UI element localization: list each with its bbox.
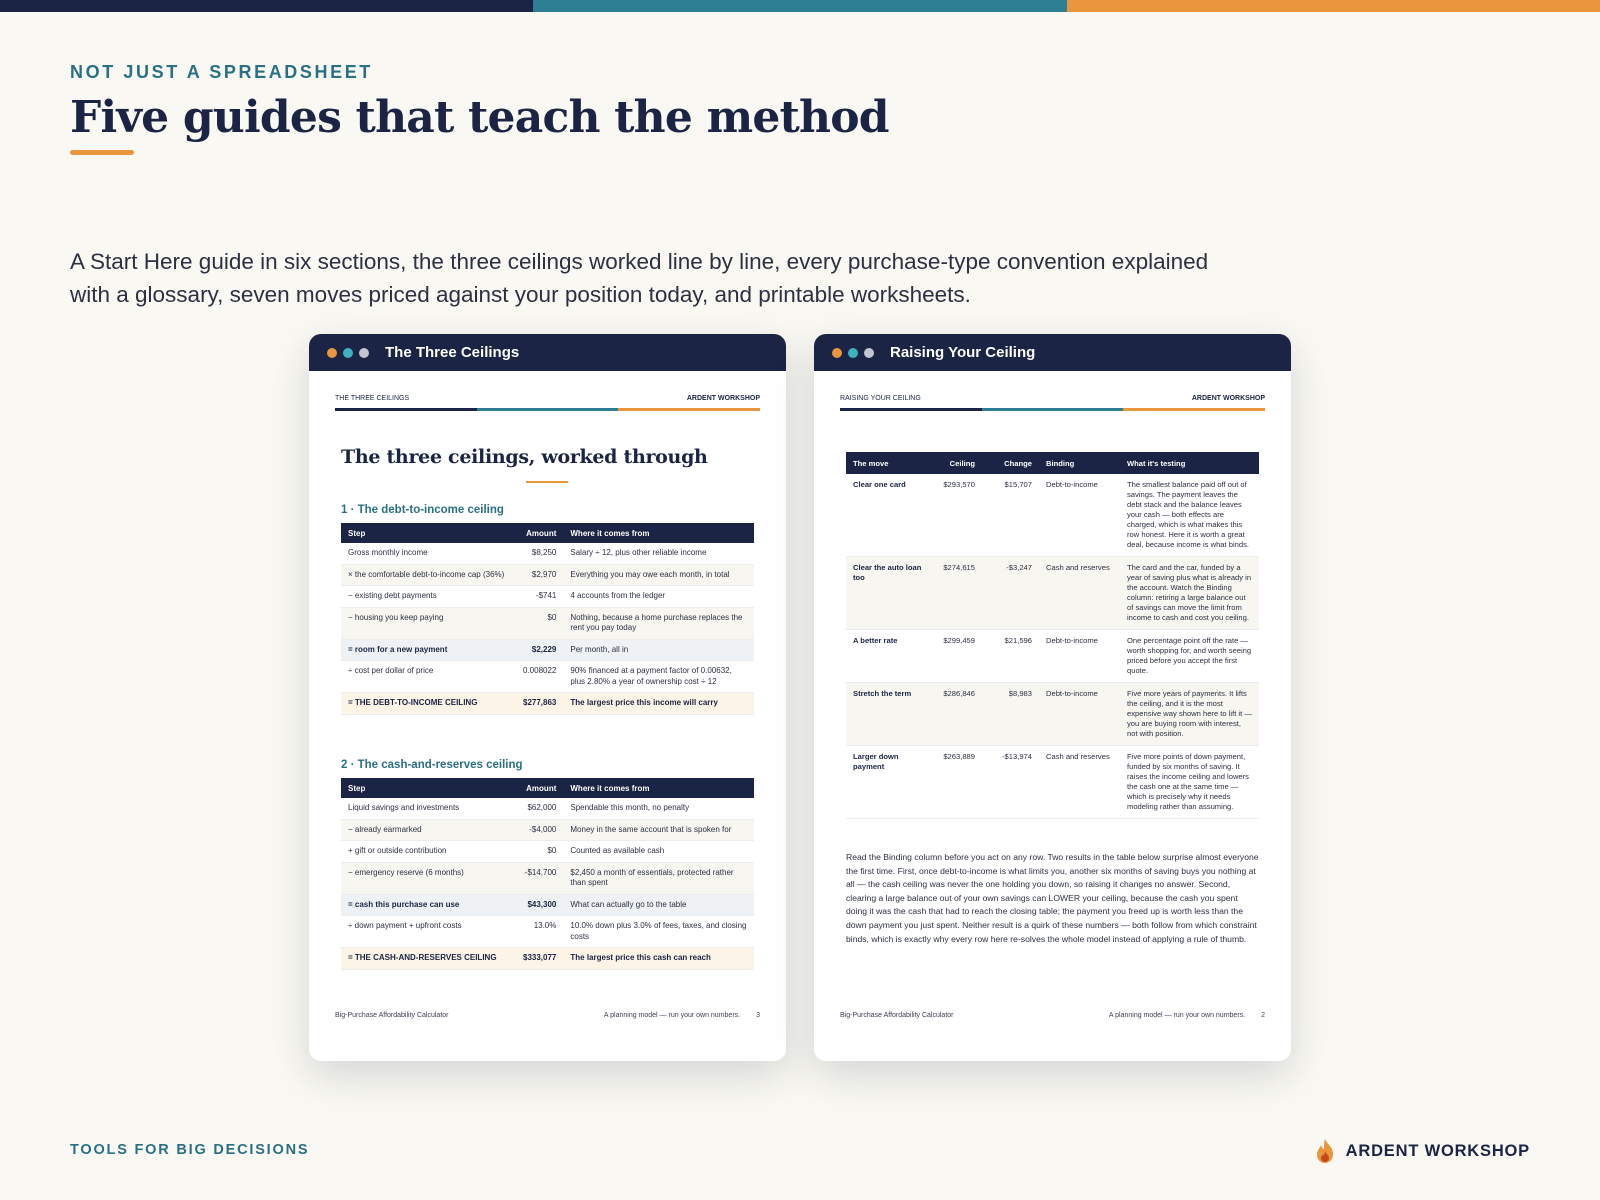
table-row: [846, 746, 1259, 819]
table-cell: The card and the car, funded by a year of saving plus what is already in the account. Watch the Binding column: retiring a large balance out of savings can move the limit from income to cash and cost you ceiling.: [1120, 557, 1259, 630]
footer-right: A planning model — run your own numbers.: [603, 1012, 741, 1019]
document-title: The three ceilings, worked through: [341, 446, 708, 468]
table-cell: $2,229: [516, 639, 563, 661]
table-row: [341, 607, 754, 639]
table-cell: -$13,974: [982, 746, 1039, 819]
table-cell: Cash and reserves: [1039, 557, 1120, 630]
guide-card-raising-your-ceiling: [814, 334, 1291, 1061]
window-titlebar: [814, 334, 1291, 371]
lead-paragraph: A Start Here guide in six sections, the three ceilings worked line by line, every purchase-type convention explained with a glossary, seven moves priced against your position today, and printable worksheets.: [70, 249, 1209, 307]
table-cell: Salary ÷ 12, plus other reliable income: [563, 543, 754, 564]
section-label: 1 · The debt-to-income ceiling: [341, 504, 504, 516]
running-header-right: ARDENT WORKSHOP: [686, 395, 760, 402]
table-cell: 13.0%: [516, 916, 563, 948]
column-header: Change: [982, 452, 1039, 474]
table-cell: − already earmarked: [341, 819, 516, 841]
table-cell: -$741: [516, 586, 563, 608]
table-cell: × the comfortable debt-to-income cap (36%): [341, 564, 516, 586]
table-cell: -$4,000: [516, 819, 563, 841]
window-dot-icon: [864, 348, 874, 358]
table-row-total: [341, 948, 754, 970]
table-cell: Spendable this month, no penalty: [563, 798, 754, 819]
tagline: TOOLS FOR BIG DECISIONS: [70, 1142, 310, 1158]
table-cell: $8,250: [516, 543, 563, 564]
table-cell: A better rate: [846, 630, 934, 683]
table-cell: Everything you may owe each month, in total: [563, 564, 754, 586]
table-cell: Gross monthly income: [341, 543, 516, 564]
table-cell: $21,596: [982, 630, 1039, 683]
table-row-subtotal: [341, 639, 754, 661]
table-cell: $15,707: [982, 474, 1039, 557]
table-cell: 90% financed at a payment factor of 0.00632, plus 2.80% a year of ownership cost ÷ 12: [563, 661, 754, 693]
table-cell: The largest price this income will carry: [563, 693, 754, 715]
table-cell: = room for a new payment: [341, 639, 516, 661]
page-number: 3: [756, 1012, 760, 1019]
running-header: [335, 395, 760, 402]
ceiling-table-debt-to-income: [341, 523, 754, 715]
running-header-right: ARDENT WORKSHOP: [1191, 395, 1265, 402]
table-cell: Five more points of down payment, funded by six months of saving. It raises the income ceiling and lowers the cash one at the same time — which is precisely why it needs modeling rather than assuming.: [1120, 746, 1259, 819]
column-header: Ceiling: [934, 452, 982, 474]
column-header: Where it comes from: [563, 778, 754, 798]
eyebrow: NOT JUST A SPREADSHEET: [70, 62, 373, 82]
section-label: 2 · The cash-and-reserves ceiling: [341, 759, 523, 771]
table-cell: $286,846: [934, 683, 982, 746]
table-cell: $333,077: [516, 948, 563, 970]
table-row: [341, 661, 754, 693]
document-page: [840, 371, 1265, 1061]
brand-lockup: [1314, 1138, 1530, 1164]
table-cell: = THE DEBT-TO-INCOME CEILING: [341, 693, 516, 715]
moves-table: [846, 452, 1259, 819]
document-page: [335, 371, 760, 1061]
table-row: [341, 586, 754, 608]
column-header: Binding: [1039, 452, 1120, 474]
column-header: Step: [341, 523, 516, 543]
table-cell: $274,615: [934, 557, 982, 630]
page-number: 2: [1261, 1012, 1265, 1019]
table-cell: 4 accounts from the ledger: [563, 586, 754, 608]
table-cell: Stretch the term: [846, 683, 934, 746]
page-footer: [335, 1012, 760, 1019]
table-cell: $0: [516, 607, 563, 639]
table-cell: Counted as available cash: [563, 841, 754, 863]
page-footer: [840, 1012, 1265, 1019]
running-header-left: THE THREE CEILINGS: [335, 395, 410, 402]
table-row: [846, 683, 1259, 746]
table-cell: $8,983: [982, 683, 1039, 746]
table-cell: $293,570: [934, 474, 982, 557]
table-cell: The smallest balance paid off out of savings. The payment leaves the debt stack and the balance leaves your cash — both effects are charged, which is what makes this row honest. Here it is worth a great deal, because income is what binds.: [1120, 474, 1259, 557]
table-cell: Per month, all in: [563, 639, 754, 661]
table-cell: Debt-to-income: [1039, 630, 1120, 683]
table-row: [846, 557, 1259, 630]
window-dot-icon: [343, 348, 353, 358]
table-cell: $2,450 a month of essentials, protected rather than spent: [563, 862, 754, 894]
brand-color-bar: [0, 0, 1600, 12]
table-row: [341, 564, 754, 586]
column-header: Amount: [516, 778, 563, 798]
ceiling-table-cash-and-reserves: [341, 778, 754, 970]
table-row-subtotal: [341, 894, 754, 916]
table-cell: Larger down payment: [846, 746, 934, 819]
table-cell: $277,863: [516, 693, 563, 715]
table-cell: $62,000: [516, 798, 563, 819]
table-cell: ÷ down payment + upfront costs: [341, 916, 516, 948]
table-row: [341, 819, 754, 841]
table-cell: One percentage point off the rate — worth shopping for, and worth seeing priced before you accept the first quote.: [1120, 630, 1259, 683]
footer-left: Big-Purchase Affordability Calculator: [335, 1012, 449, 1019]
footer-right: A planning model — run your own numbers.: [1108, 1012, 1246, 1019]
column-header: Step: [341, 778, 516, 798]
table-cell: What can actually go to the table: [563, 894, 754, 916]
table-cell: = THE CASH-AND-RESERVES CEILING: [341, 948, 516, 970]
table-cell: ÷ cost per dollar of price: [341, 661, 516, 693]
table-row: [341, 543, 754, 564]
window-titlebar: [309, 334, 786, 371]
table-cell: + gift or outside contribution: [341, 841, 516, 863]
window-dot-icon: [359, 348, 369, 358]
table-row: [341, 798, 754, 819]
table-cell: Clear the auto loan too: [846, 557, 934, 630]
running-header-left: RAISING YOUR CEILING: [840, 395, 921, 402]
page-title: Five guides that teach the method: [70, 92, 889, 143]
table-cell: 10.0% down plus 3.0% of fees, taxes, and closing costs: [563, 916, 754, 948]
explanation-paragraph: Read the Binding column before you act on any row. Two results in the table below surprise almost everyone the first time. First, once debt-to-income is what limits you, another six months of saving buys you nothing at all — the cash ceiling was never the one holding you down, so raising it changes no answer. Second, clearing a large balance out of your own savings can LOWER your ceiling, because the cash you spent doing it was the cash that had to reach the closing table; the payment you freed up is worth less than the down payment you just spent. Neither result is a quirk of these numbers — both follow from which constraint binds, which is exactly why every row here re-solves the whole model instead of applying a rule of thumb.: [846, 852, 1259, 944]
table-row-total: [341, 693, 754, 715]
column-header: Amount: [516, 523, 563, 543]
column-header: What it's testing: [1120, 452, 1259, 474]
table-cell: Nothing, because a home purchase replaces the rent you pay today: [563, 607, 754, 639]
table-cell: Money in the same account that is spoken for: [563, 819, 754, 841]
table-cell: Clear one card: [846, 474, 934, 557]
document-stripe: [840, 408, 1265, 411]
table-cell: Debt-to-income: [1039, 683, 1120, 746]
table-cell: Cash and reserves: [1039, 746, 1120, 819]
table-cell: -$14,700: [516, 862, 563, 894]
table-cell: Debt-to-income: [1039, 474, 1120, 557]
table-row: [341, 916, 754, 948]
table-row: [341, 841, 754, 863]
table-row: [846, 630, 1259, 683]
column-header: Where it comes from: [563, 523, 754, 543]
table-cell: The largest price this cash can reach: [563, 948, 754, 970]
window-title: The Three Ceilings: [385, 344, 520, 361]
window-dot-icon: [327, 348, 337, 358]
guide-card-three-ceilings: [309, 334, 786, 1061]
table-cell: 0.008022: [516, 661, 563, 693]
table-cell: Liquid savings and investments: [341, 798, 516, 819]
table-cell: -$3,247: [982, 557, 1039, 630]
document-title-underline: [526, 481, 568, 483]
document-stripe: [335, 408, 760, 411]
table-cell: − emergency reserve (6 months): [341, 862, 516, 894]
table-cell: $263,889: [934, 746, 982, 819]
window-title: Raising Your Ceiling: [890, 344, 1036, 361]
table-cell: $43,300: [516, 894, 563, 916]
table-cell: − existing debt payments: [341, 586, 516, 608]
table-cell: Five more years of payments. It lifts the ceiling, and it is the most expensive way shown here to lift it — you are buying room with interest, not with position.: [1120, 683, 1259, 746]
table-cell: = cash this purchase can use: [341, 894, 516, 916]
window-dot-icon: [832, 348, 842, 358]
footer-left: Big-Purchase Affordability Calculator: [840, 1012, 954, 1019]
table-row: [846, 474, 1259, 557]
window-dot-icon: [848, 348, 858, 358]
table-cell: − housing you keep paying: [341, 607, 516, 639]
flame-icon: [1314, 1138, 1336, 1164]
table-cell: $2,970: [516, 564, 563, 586]
table-cell: $0: [516, 841, 563, 863]
running-header: [840, 395, 1265, 402]
title-underline: [70, 150, 134, 155]
column-header: The move: [846, 452, 934, 474]
table-cell: $299,459: [934, 630, 982, 683]
table-row: [341, 862, 754, 894]
brand-name: ARDENT WORKSHOP: [1345, 1141, 1530, 1160]
